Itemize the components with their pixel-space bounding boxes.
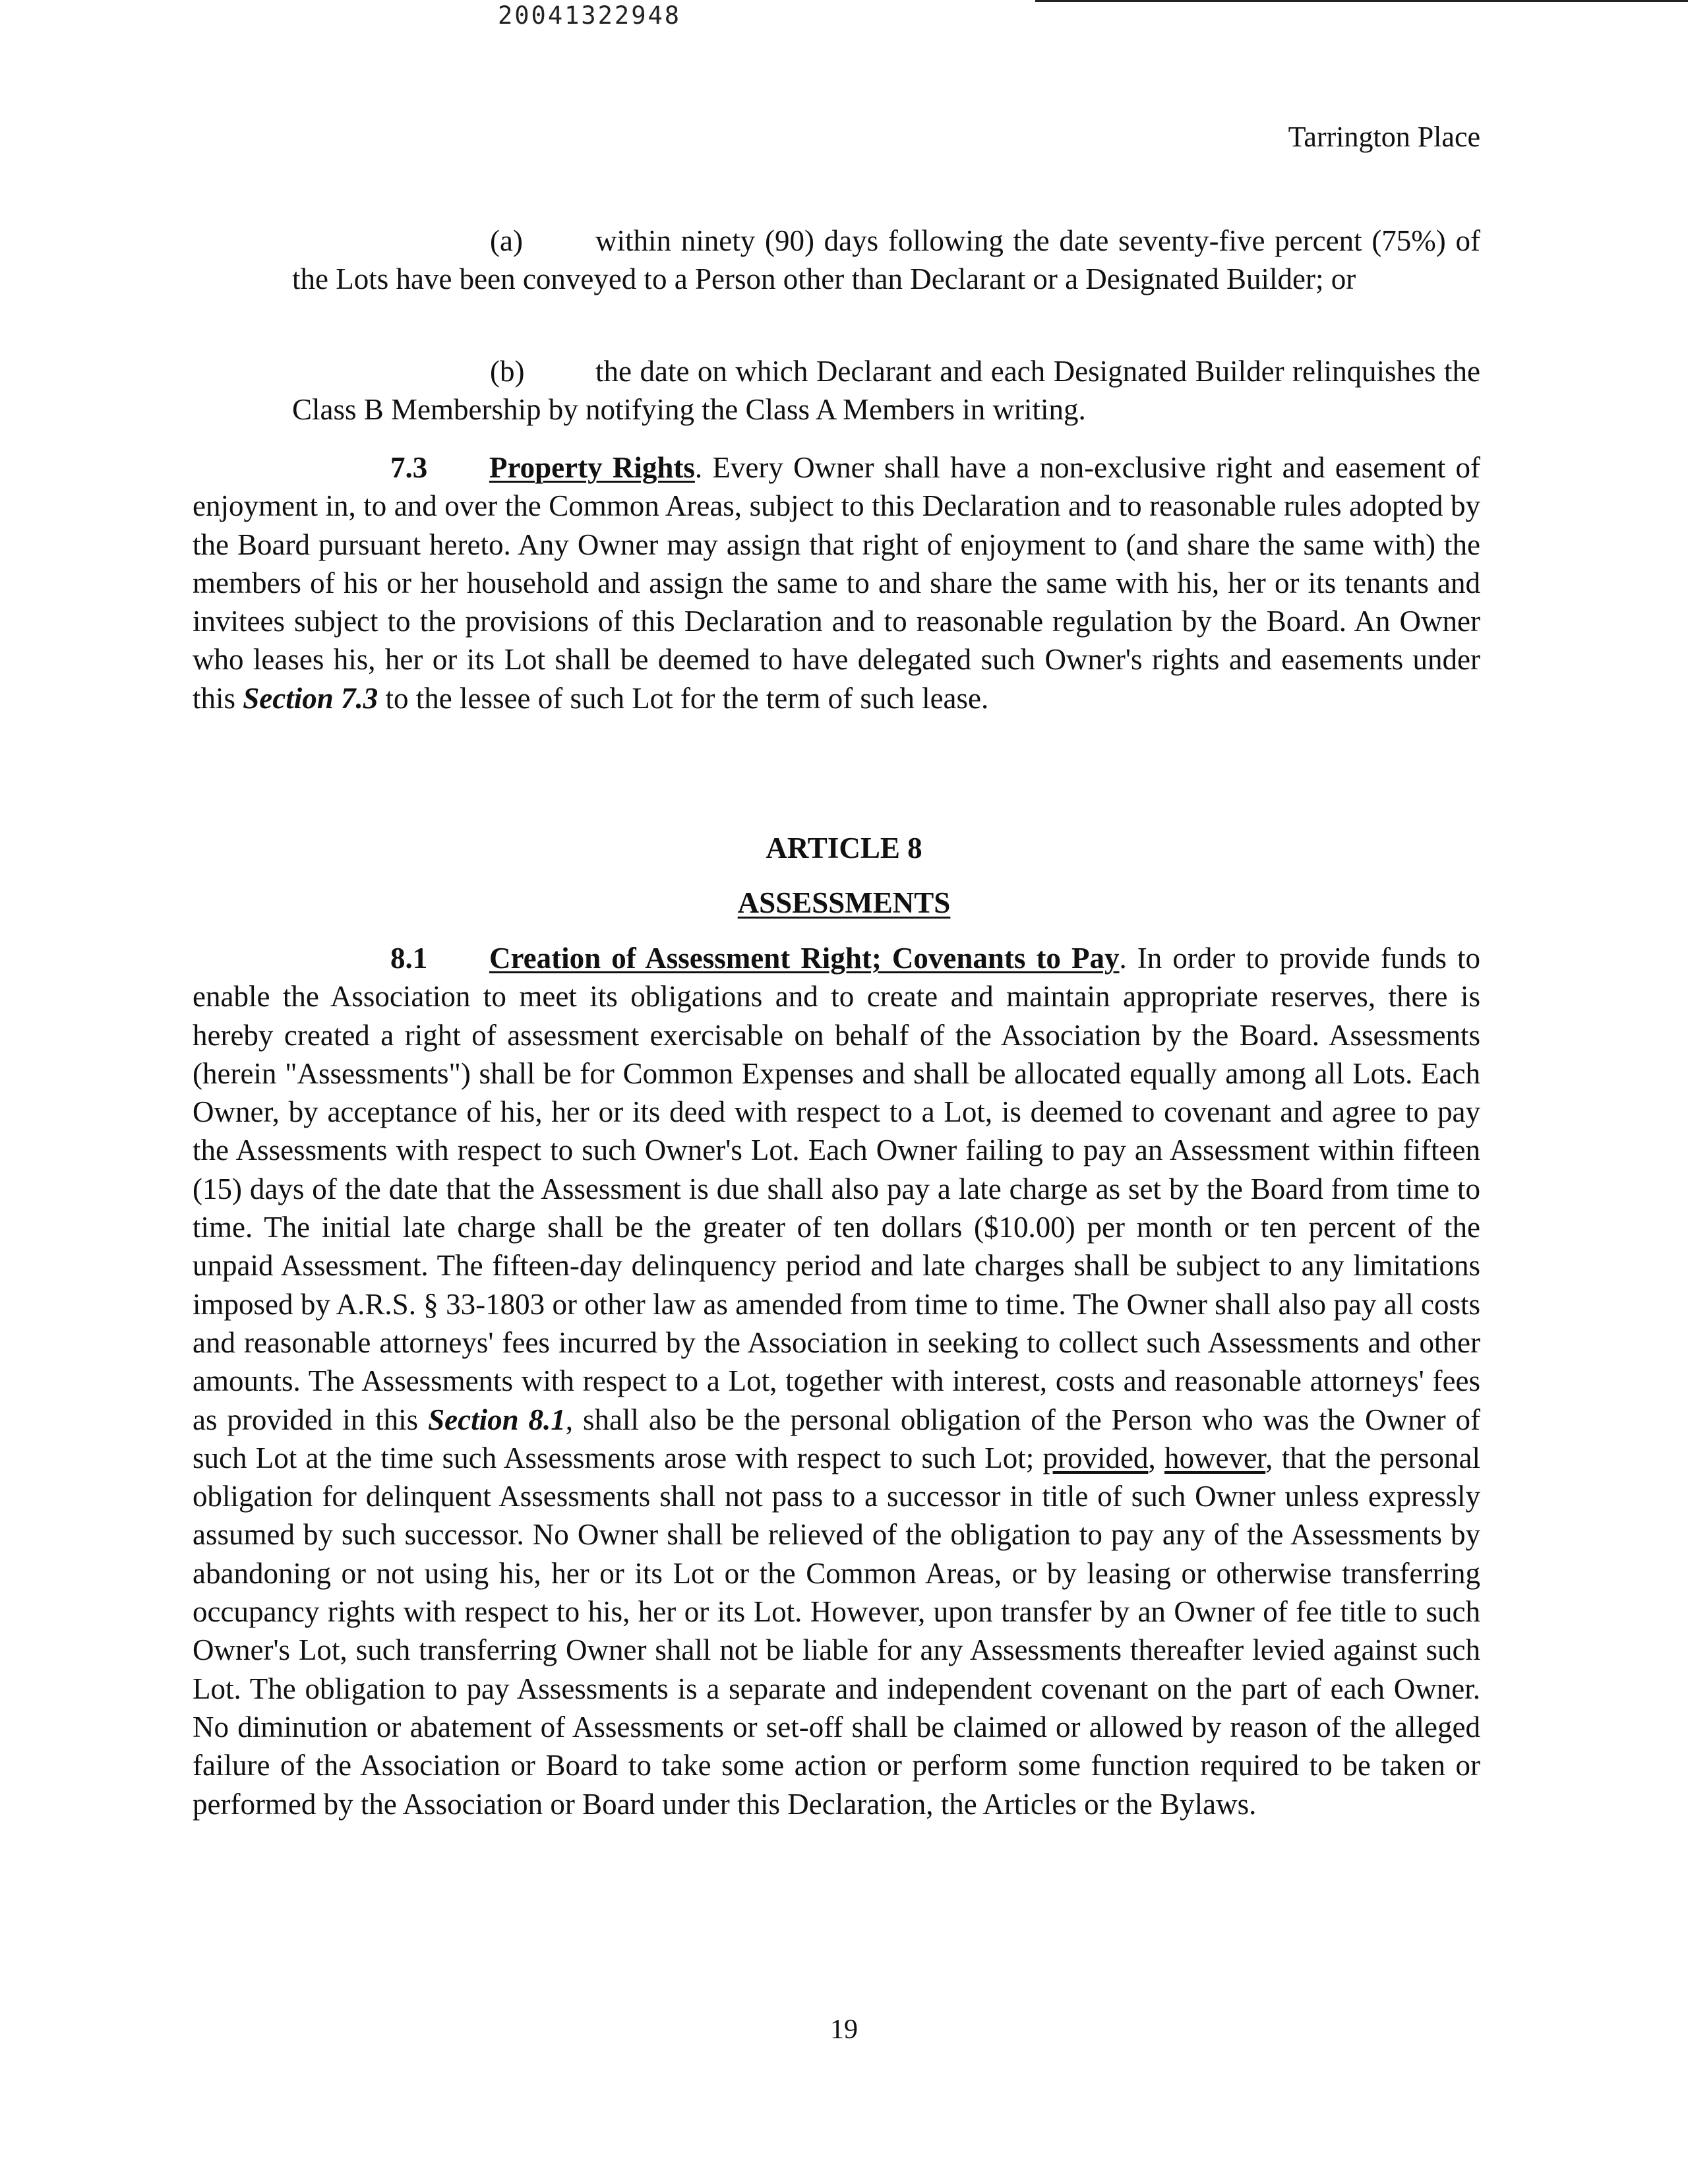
subsection-b [292,352,1480,429]
section-8-1 [193,939,1480,1823]
page-number: 19 [830,2015,858,2045]
section-7-3-reference: Section 7.3 [243,681,378,715]
article-title: ARTICLE 8 [766,832,922,864]
subsection-b-text: the date on which Declarant and each Designated Builder relinquishes the Class B Membership by notifying the Class A Members in writing. [292,355,1480,427]
section-8-1-comma: , [1148,1441,1164,1474]
provided-term: provided [1042,1441,1149,1474]
article-subtitle-text: ASSESSMENTS [737,886,951,919]
section-8-1-number: 8.1 [390,942,428,975]
section-8-1-heading: Creation of Assessment Right; Covenants to Pay [489,942,1120,975]
section-8-1-text-3: , that the personal obligation for delinquent Assessments shall not pass to a successor in title of such Owner unless expressly assumed by such successor. No Owner shall be relieved of the obligation to pay any of the Assessments by abandoning or not using his, her or its Lot or the Common Areas, or by leasing or otherwise transferring occupancy rights with respect to his, her or its Lot. However, upon transfer by an Owner of fee title to such Owner's Lot, such transferring Owner shall not be liable for any Assessments thereafter levied against such Lot. The obligation to pay Assessments is a separate and independent covenant on the part of each Owner. No diminution or abatement of Assessments or set-off shall be claimed or allowed by reason of the alleged failure of the Association or Board to take some action or perform some function required to be taken or performed by the Association or Board under this Declaration, the Articles or the Bylaws. [193,1441,1481,1821]
subsection-b-label: (b) [490,355,525,388]
section-7-3 [193,448,1480,717]
section-7-3-text-1: . Every Owner shall have a non-exclusive right and easement of enjoyment in, to and over the Common Areas, subject to this Declaration and to reasonable rules adopted by the Board pursuant hereto. Any Owner may assign that right of enjoyment to (and share the same with) the members of his or her household and assign the same to and share the same with his, her or its tenants and invitees subject to the provisions of this Declaration and to reasonable regulation by the Board. An Owner who leases his, her or its Lot shall be deemed to have delegated such Owner's rights and easements under this [193,451,1480,715]
subsection-a-text: within ninety (90) days following the date seventy-five percent (75%) of the Lots have been conveyed to a Person other than Declarant or a Designated Builder; or [292,224,1480,296]
section-8-1-text-1: . In order to provide funds to enable the Association to meet its obligations and to create and maintain appropriate reserves, there is hereby created a right of assessment exercisable on behalf of the Association by the Board. Assessments (herein "Assessments") shall be for Common Expenses and shall be allocated equally among all Lots. Each Owner, by acceptance of his, her or its deed with respect to a Lot, is deemed to covenant and agree to pay the Assessments with respect to such Owner's Lot. Each Owner failing to pay an Assessment within fifteen (15) days of the date that the Assessment is due shall also pay a late charge as set by the Board from time to time. The initial late charge shall be the greater of ten dollars ($10.00) per month or ten percent of the unpaid Assessment. The fifteen-day delinquency period and late charges shall be subject to any limitations imposed by A.R.S. § 33-1803 or other law as amended from time to time. The Owner shall also pay all costs and reasonable attorneys' fees incurred by the Association in seeking to collect such Assessments and other amounts. The Assessments with respect to a Lot, together with interest, costs and reasonable attorneys' fees as provided in this [193,942,1480,1436]
document-number: 20041322948 [498,1,682,30]
section-7-3-text-2: to the lessee of such Lot for the term of such lease. [378,681,989,715]
however-term: however [1164,1441,1266,1474]
subsection-a-label: (a) [490,224,523,257]
top-rule [1035,0,1688,2]
section-7-3-number: 7.3 [390,451,428,484]
section-7-3-heading: Property Rights [489,451,695,484]
article-subtitle [0,884,1688,922]
running-head: Tarrington Place [1288,121,1480,153]
subsection-a [292,222,1480,299]
section-8-1-reference: Section 8.1 [428,1403,566,1436]
section-8-1-text-2: , shall also be the personal obligation of the Person who was the Owner of such Lot at the time such Assessments arose with respect to such Lot; [193,1403,1480,1474]
